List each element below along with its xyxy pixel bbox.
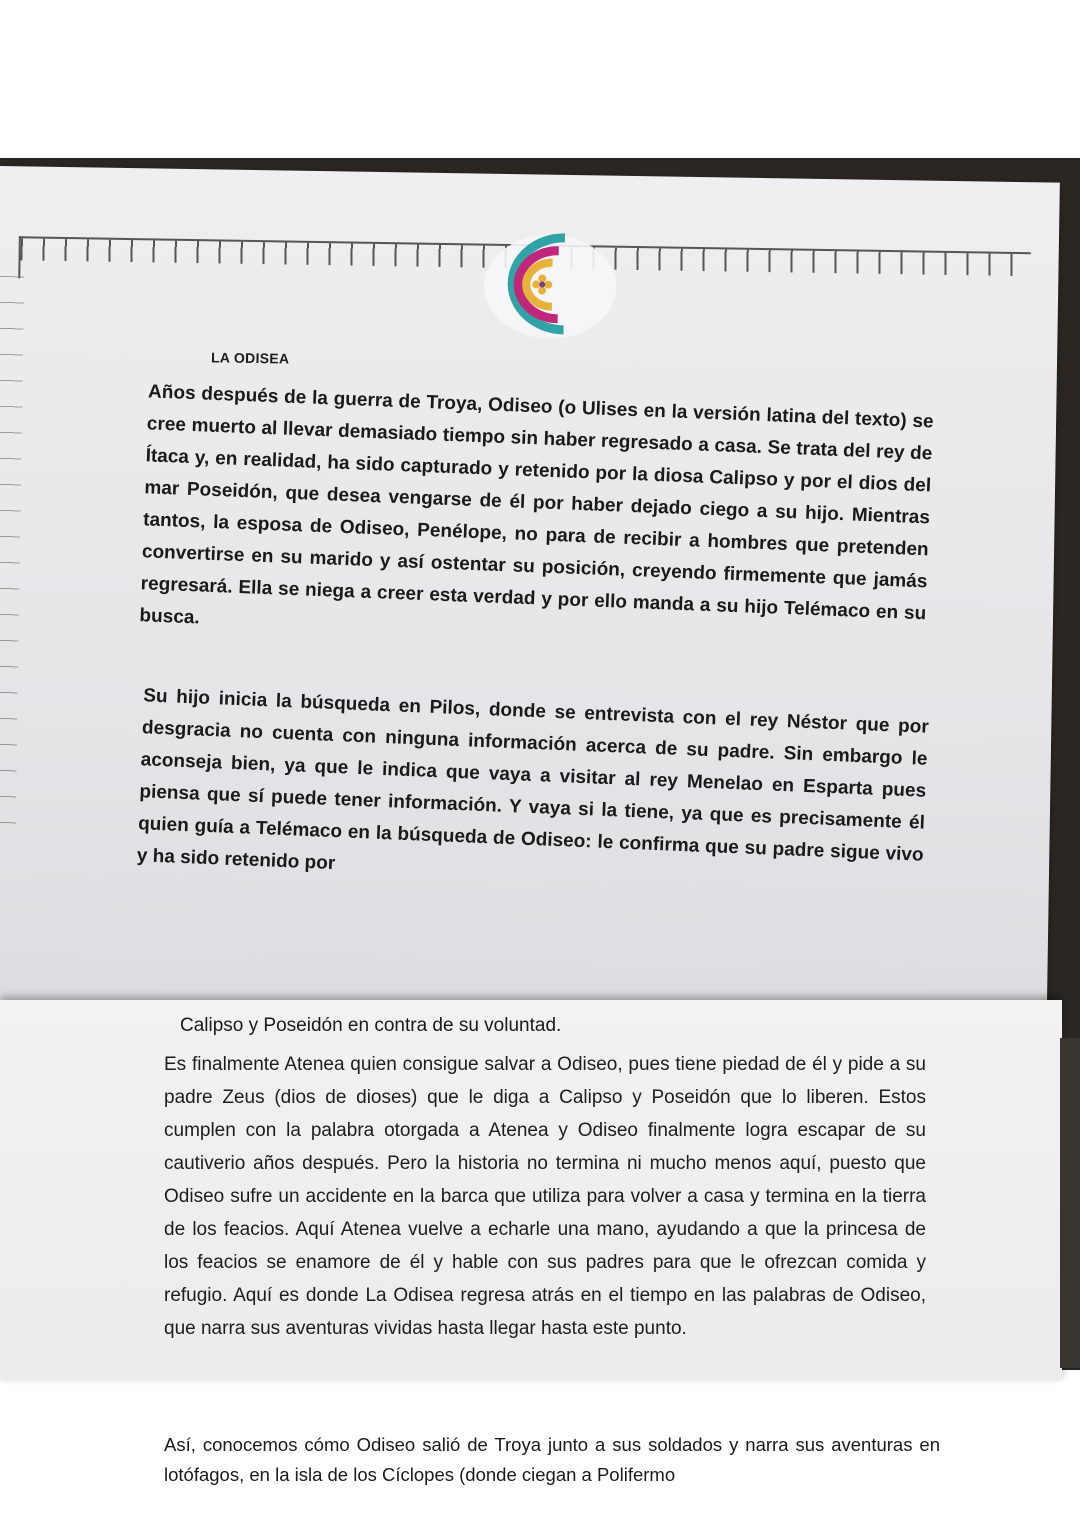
- rainbow-logo-icon: [481, 234, 623, 346]
- paragraph-3: Es finalmente Atenea quien consigue salvar a Odiseo, pues tiene piedad de él y pide a su padre Zeus (dios de dioses) que le diga a Calipso y Poseidón que lo liberen. Estos cumplen con la palabra otorgada a Atenea y Odiseo finalmente logra escapar de su cautiverio años después. Pero la historia no termina ni mucho menos aquí, puesto que Odiseo sufre un accidente en la barca que utiliza para volver a casa y termina en la tierra de los feacios. Aquí Atenea vuelve a echarle una mano, ayudando a que la princesa de los feacios se enamore de él y hable con sus padres para que le ofrezcan comida y refugio. Aquí es donde La Odisea regresa atrás en el tiempo en las palabras de Odiseo, que narra sus aventuras vividas hasta llegar hasta este punto.: [164, 1054, 926, 1339]
- document-title: LA ODISEA: [210, 349, 290, 367]
- page-edge-shadow: [1060, 1038, 1080, 1368]
- upper-page: [0, 166, 1060, 1028]
- paragraph-4: Así, conocemos cómo Odiseo salió de Troya junto a sus soldados y narra sus aventuras en lotófagos, en la isla de los Cíclopes (donde ciegan a Polifermo: [164, 1434, 940, 1485]
- margin-ticks: [0, 276, 24, 836]
- paragraph-1: Años después de la guerra de Troya, Odiseo (o Ulises en la versión latina del texto) se cree muerto al llevar demasiado tiempo sin haber regresado a casa. Se trata del rey de Ítaca y, en realidad, ha sido capturado y retenido por la diosa Calipso y por el dios del mar Poseidón, que desea vengarse de él por haber dejado ciego a su hijo. Mientras tantos, la esposa de Odiseo, Penélope, no para de recibir a hombres que pretenden convertirse en su marido y así ostentar su posición, creyendo firmemente que jamás regresará. Ella se niega a creer esta verdad y por ello manda a su hijo Telémaco en su busca.: [139, 381, 934, 629]
- lower-page: [0, 1000, 1062, 1485]
- document-photo: [0, 158, 1080, 1485]
- paragraph-2-continued: Calipso y Poseidón en contra de su voluntad.: [180, 1015, 562, 1036]
- paragraph-2: Su hijo inicia la búsqueda en Pilos, donde se entrevista con el rey Néstor que por desgracia no cuenta con ninguna información acerca de su padre. Sin embargo le aconseja bien, ya que le indica que vaya a visitar al rey Menelao en Esparta pues piensa que sí puede tener información. Y vaya si la tiene, ya que es precisamente él quien guía a Telémaco en la búsqueda de Odiseo: le confirma que su padre sigue vivo y ha sido retenido por: [136, 685, 930, 875]
